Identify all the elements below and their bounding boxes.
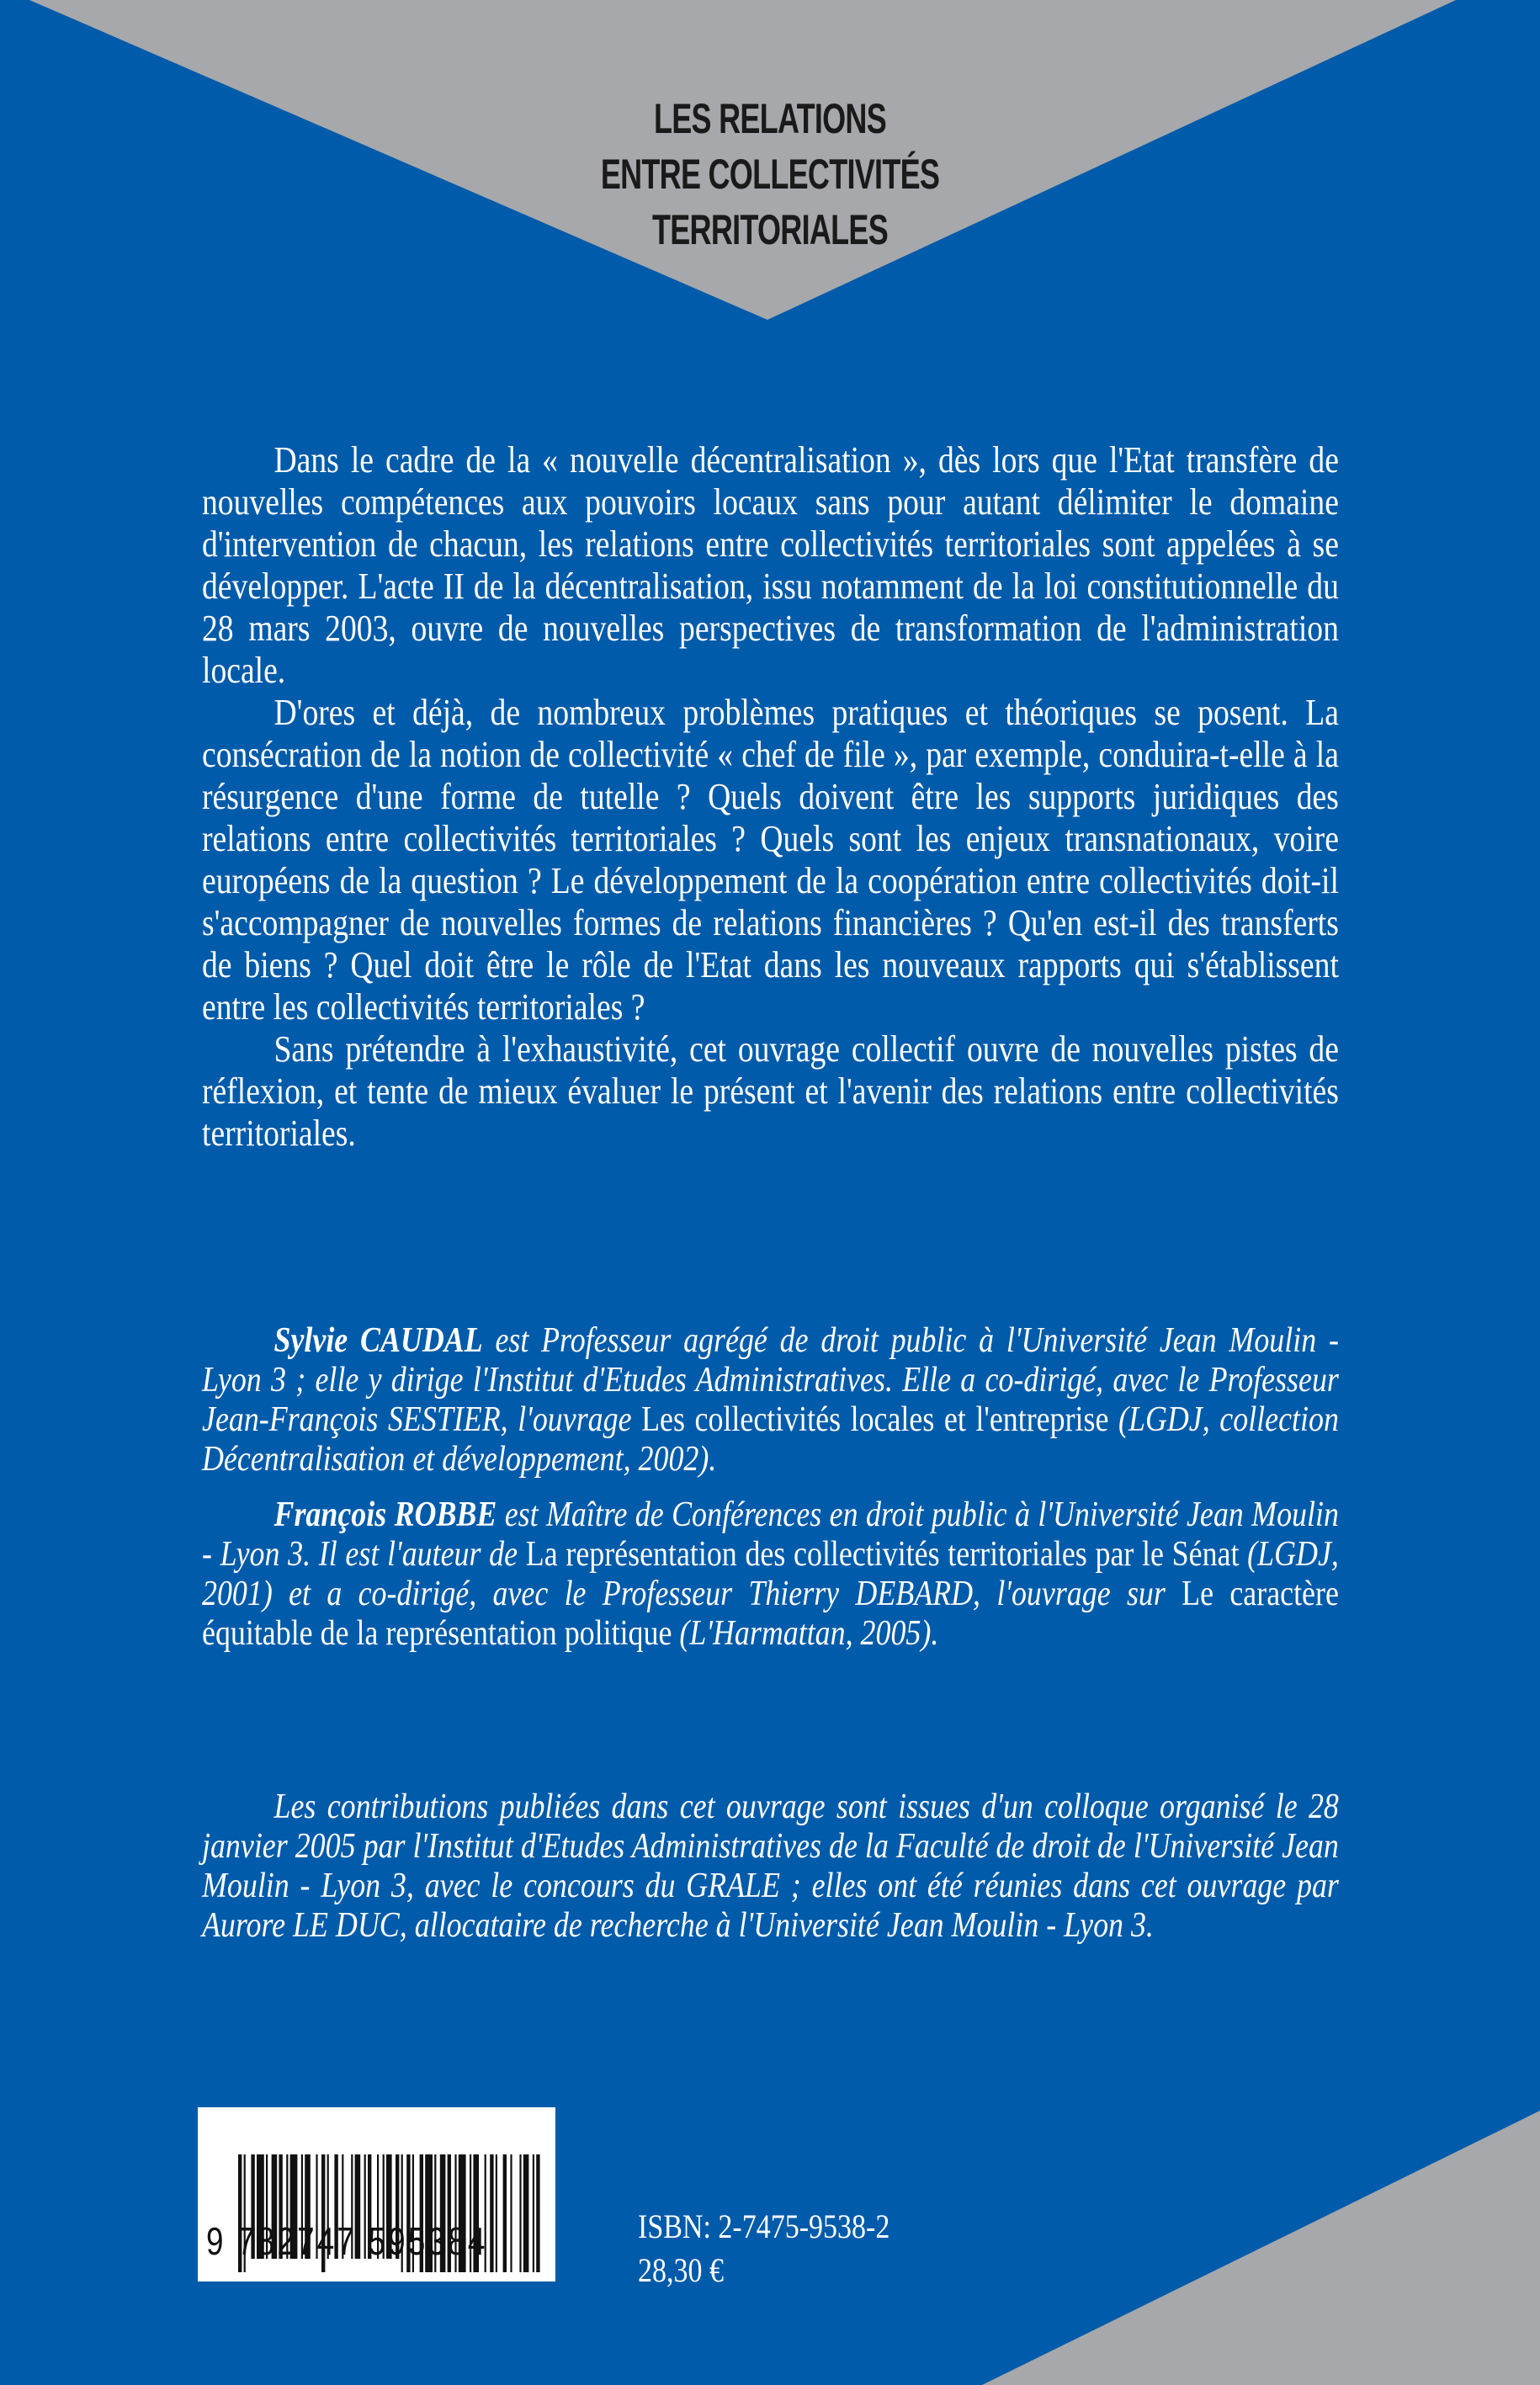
isbn: ISBN: 2-7475-9538-2 — [638, 2207, 890, 2245]
book-title-ref: Le caractère équitable de la représentation politique — [202, 1575, 1339, 1653]
barcode-bar — [523, 2154, 529, 2272]
summary-paragraph: D'ores et déjà, de nombreux problèmes pratiques et théoriques se posent. La consécration de la notion de collectivité « chef de file », par exemple, conduira-t-elle à la résurgence d'une forme de tutelle ? Quels doivent être les supports juridiques des relations entre collectivités territoriales ? Quels sont les enjeux transnationaux, voire européens de la question ? Le développement de la coopération entre collectivités doit-il s'accompagner de nouvelles formes de relations financières ? Qu'en est-il des transferts de biens ? Quel doit être le rôle de l'Etat dans les nouveaux rapports qui s'établissent entre les collectivités territoriales ? — [202, 692, 1339, 1028]
title-line: TERRITORIALES — [651, 206, 888, 253]
book-title-ref: Les collectivités locales et l'entreprise — [641, 1400, 1109, 1439]
colloque-text: Les contributions publiées dans cet ouvrage sont issues d'un colloque organisé le 28 janvier 2005 par l'Institut d'Etudes Administratives de la Faculté de droit de l'Université Jean Moulin - Lyon 3, avec le concours du GRALE ; elles ont été réunies dans cet ouvrage par Aurore LE DUC, allocataire de recherche à l'Université Jean Moulin - Lyon 3. — [202, 1787, 1339, 1945]
bio-text: (LGDJ, collection Décentralisation et développement, 2002). — [202, 1400, 1339, 1479]
summary-paragraph: Dans le cadre de la « nouvelle décentralisation », dès lors que l'Etat transfère de nouvelles compétences aux pouvoirs locaux sans pour autant délimiter le domaine d'intervention de chacun, les relations entre collectivités territoriales sont appelées à se développer. L'acte II de la décentralisation, issu notamment de la loi constitutionnelle du 28 mars 2003, ouvre de nouvelles perspectives de transformation de l'administration locale. — [202, 439, 1339, 691]
author-bio-robbe — [202, 1495, 1339, 1654]
book-title-ref: La représentation des collectivités territoriales par le Sénat — [525, 1535, 1240, 1574]
barcode-bar — [503, 2154, 507, 2272]
colloque-note — [202, 1787, 1339, 1946]
barcode-bar — [536, 2154, 539, 2272]
bio-text: (L'Harmattan, 2005). — [672, 1614, 939, 1653]
barcode-bar — [533, 2154, 534, 2272]
price: 28,30 € — [638, 2251, 724, 2289]
barcode-bar — [510, 2154, 512, 2272]
barcode-bar — [496, 2154, 497, 2272]
barcode — [198, 2107, 555, 2281]
title-line: ENTRE COLLECTIVITÉS — [600, 151, 940, 198]
barcode-bar — [519, 2154, 521, 2272]
summary-paragraph: Sans prétendre à l'exhaustivité, cet ouvrage collectif ouvre de nouvelles pistes de réflexion, et tente de mieux évaluer le présent et l'avenir des relations entre collectivités territoriales. — [202, 1028, 1339, 1154]
author-bio-caudal — [202, 1321, 1339, 1479]
bottom-gray-triangle — [982, 2111, 1540, 2385]
bio-text: est Maître de Conférences en droit public à l'Université Jean Moulin - Lyon 3. Il est l'auteur de — [202, 1495, 1339, 1574]
summary-text — [202, 439, 1339, 1155]
barcode-digits: 9 782747 595384 — [206, 2219, 488, 2263]
title-line: LES RELATIONS — [653, 95, 886, 142]
author-name: François ROBBE — [273, 1495, 497, 1534]
bio-text: est Professeur agrégé de droit public à l'Université Jean Moulin - Lyon 3 ; elle y dirige l'Institut d'Etudes Administratives. Elle a co-dirigé, avec le Professeur Jean-François SESTIER, l'ouvrage — [202, 1321, 1339, 1439]
isbn-price — [638, 2205, 889, 2292]
barcode-bar — [490, 2154, 493, 2272]
book-title — [0, 91, 1540, 258]
bio-text: (LGDJ, 2001) et a co-dirigé, avec le Professeur Thierry DEBARD, l'ouvrage sur — [202, 1535, 1339, 1613]
author-name: Sylvie CAUDAL — [273, 1321, 483, 1360]
